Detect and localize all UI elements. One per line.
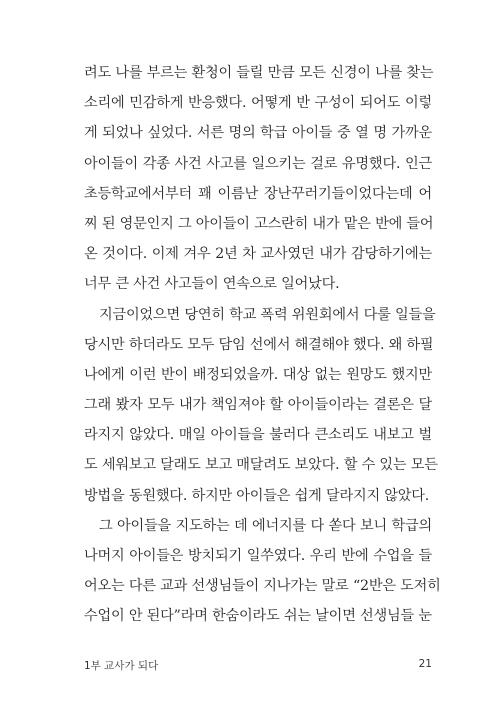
- text-line: 도 세워보고 달래도 보고 매달려도 보았다. 할 수 있는 모든: [84, 457, 438, 474]
- text-line: 게 되었나 싶었다. 서른 명의 학급 아이들 중 열 명 가까운: [84, 125, 432, 142]
- text-line: 찌 된 영문인지 그 아이들이 고스란히 내가 맡은 반에 들어: [84, 215, 434, 232]
- page-footer: [84, 658, 432, 674]
- page-number: 21: [418, 658, 432, 670]
- paragraph: [84, 511, 441, 632]
- chapter-title: 1부 교사가 되다: [84, 660, 159, 672]
- text-line: 방법을 동원했다. 하지만 아이들은 쉽게 달라지지 않았다.: [84, 487, 430, 504]
- text-line: 수업이 안 된다”라며 한숨이라도 쉬는 날이면 선생님들 눈: [84, 608, 432, 625]
- text-line: 지금이었으면 당연히 학교 폭력 위원회에서 다룰 일들을: [99, 306, 436, 323]
- text-line: 소리에 민감하게 반응했다. 어떻게 반 구성이 되어도 이렇: [84, 95, 432, 112]
- text-line: 나에게 이런 반이 배정되었을까. 대상 없는 원망도 했지만: [84, 366, 432, 383]
- text-line: 려도 나를 부르는 환청이 들릴 만큼 모든 신경이 나를 찾는: [84, 65, 434, 81]
- text-line: 그래 봤자 모두 내가 책임져야 할 아이들이라는 결론은 달: [84, 397, 432, 414]
- text-line: 나머지 아이들은 방치되기 일쑤였다. 우리 반에 수업을 들: [84, 548, 432, 564]
- text-line: 라지지 않았다. 매일 아이들을 불러다 큰소리도 내보고 벌: [84, 427, 432, 444]
- text-line: 온 것이다. 이제 겨우 2년 차 교사였던 내가 감당하기에는: [84, 246, 432, 263]
- paragraph: [84, 58, 432, 300]
- text-line: 초등학교에서부터 꽤 이름난 장난꾸러기들이었다는데 어: [84, 185, 432, 202]
- paragraph: [84, 300, 438, 511]
- text-line: 어오는 다른 교과 선생님들이 지나가는 말로 “2반은 도저히: [84, 578, 441, 595]
- text-line: 당시만 하더라도 모두 담임 선에서 해결해야 했다. 왜 하필: [84, 336, 434, 353]
- body-text: [84, 58, 441, 632]
- text-line: 그 아이들을 지도하는 데 에너지를 다 쏟다 보니 학급의: [99, 517, 432, 534]
- text-line: 아이들이 각종 사건 사고를 일으키는 걸로 유명했다. 인근: [84, 155, 432, 172]
- text-line: 너무 큰 사건 사고들이 연속으로 일어났다.: [84, 276, 340, 293]
